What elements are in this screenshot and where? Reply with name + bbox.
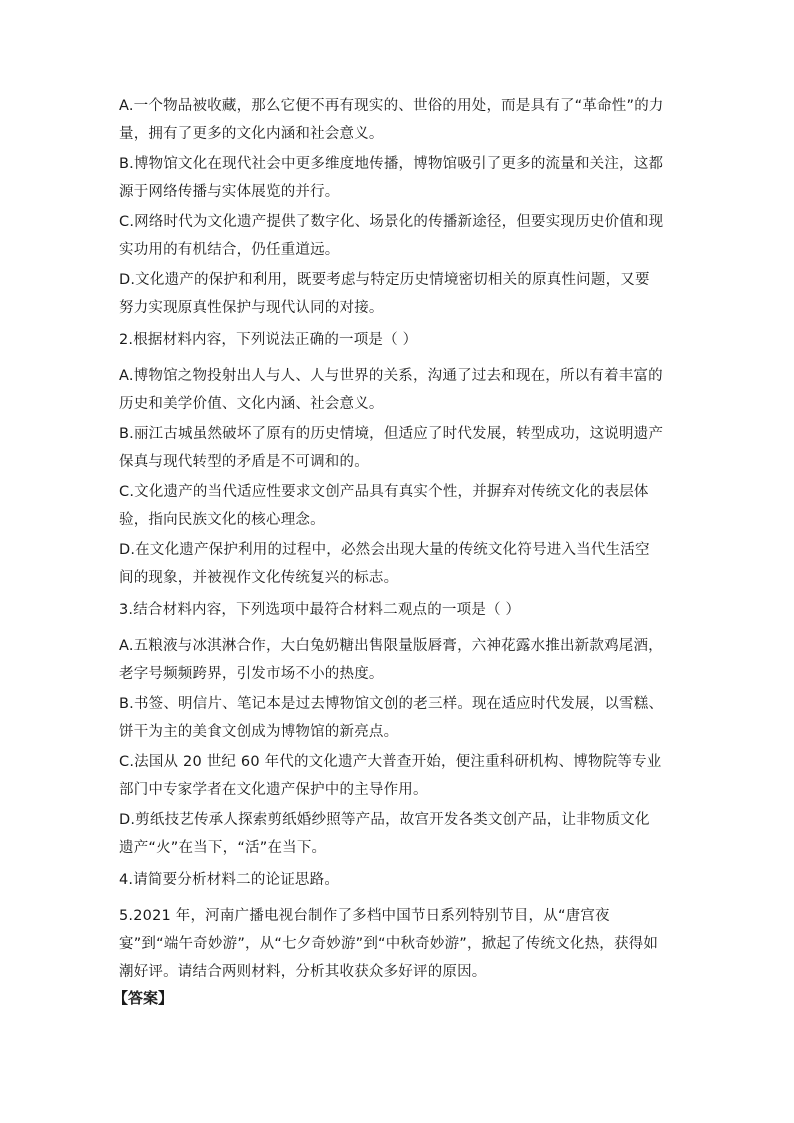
answer-heading: 【答案】 bbox=[113, 989, 174, 1007]
q1-option-c: C.网络时代为文化遗产提供了数字化、场景化的传播新途径，但要实现历史价值和现实功用的有机结合，仍任重道远。 bbox=[119, 214, 664, 258]
q2-option-b: B.丽江古城虽然破坏了原有的历史情境，但适应了时代发展，转型成功，这说明遗产保真与现代转型的矛盾是不可调和的。 bbox=[119, 426, 664, 470]
q5-question: 5.2021 年，河南广播电视台制作了多档中国节日系列特别节目，从“唐宫夜宴”到“端午奇妙游”，从“七夕奇妙游”到“中秋奇妙游”，掀起了传统文化热，获得如潮好评。请结合两则材料，分析其收获众多好评的原因。 bbox=[119, 908, 659, 980]
q1-option-b: B.博物馆文化在现代社会中更多维度地传播，博物馆吸引了更多的流量和关注，这都源于网络传播与实体展览的并行。 bbox=[119, 156, 664, 200]
q3-option-a: A.五粮液与冰淇淋合作，大白兔奶糖出售限量版唇膏，六神花露水推出新款鸡尾酒，老字号频频跨界，引发市场不小的热度。 bbox=[119, 638, 663, 682]
q4-question: 4.请简要分析材料二的论证思路。 bbox=[119, 872, 340, 888]
q3-option-b: B.书签、明信片、笔记本是过去博物馆文创的老三样。现在适应时代发展，以雪糕、饼干为主的美食文创成为博物馆的新亮点。 bbox=[119, 696, 664, 740]
q2-option-d: D.在文化遗产保护利用的过程中，必然会出现大量的传统文化符号进入当代生活空间的现象，并被视作文化传统复兴的标志。 bbox=[119, 542, 650, 586]
q2-option-a: A.博物馆之物投射出人与人、人与世界的关系，沟通了过去和现在，所以有着丰富的历史和美学价值、文化内涵、社会意义。 bbox=[119, 368, 663, 412]
q1-option-d: D.文化遗产的保护和利用，既要考虑与特定历史情境密切相关的原真性问题，又要努力实现原真性保护与现代认同的对接。 bbox=[119, 272, 650, 316]
q2-option-c: C.文化遗产的当代适应性要求文创产品具有真实个性，并摒弃对传统文化的表层体验，指向民族文化的核心理念。 bbox=[119, 484, 649, 528]
q1-option-a: A.一个物品被收藏，那么它便不再有现实的、世俗的用处，而是具有了“革命性”的力量，拥有了更多的文化内涵和社会意义。 bbox=[119, 98, 664, 142]
q2-stem: 2.根据材料内容，下列说法正确的一项是（ ） bbox=[119, 332, 418, 348]
q3-option-d: D.剪纸技艺传承人探索剪纸婚纱照等产品，故宫开发各类文创产品，让非物质文化遗产“火”在当下，“活”在当下。 bbox=[119, 812, 650, 856]
q3-option-c: C.法国从 20 世纪 60 年代的文化遗产大普查开始，便注重科研机构、博物院等专业部门中专家学者在文化遗产保护中的主导作用。 bbox=[119, 754, 662, 798]
q3-stem: 3.结合材料内容，下列选项中最符合材料二观点的一项是（ ） bbox=[119, 602, 521, 618]
